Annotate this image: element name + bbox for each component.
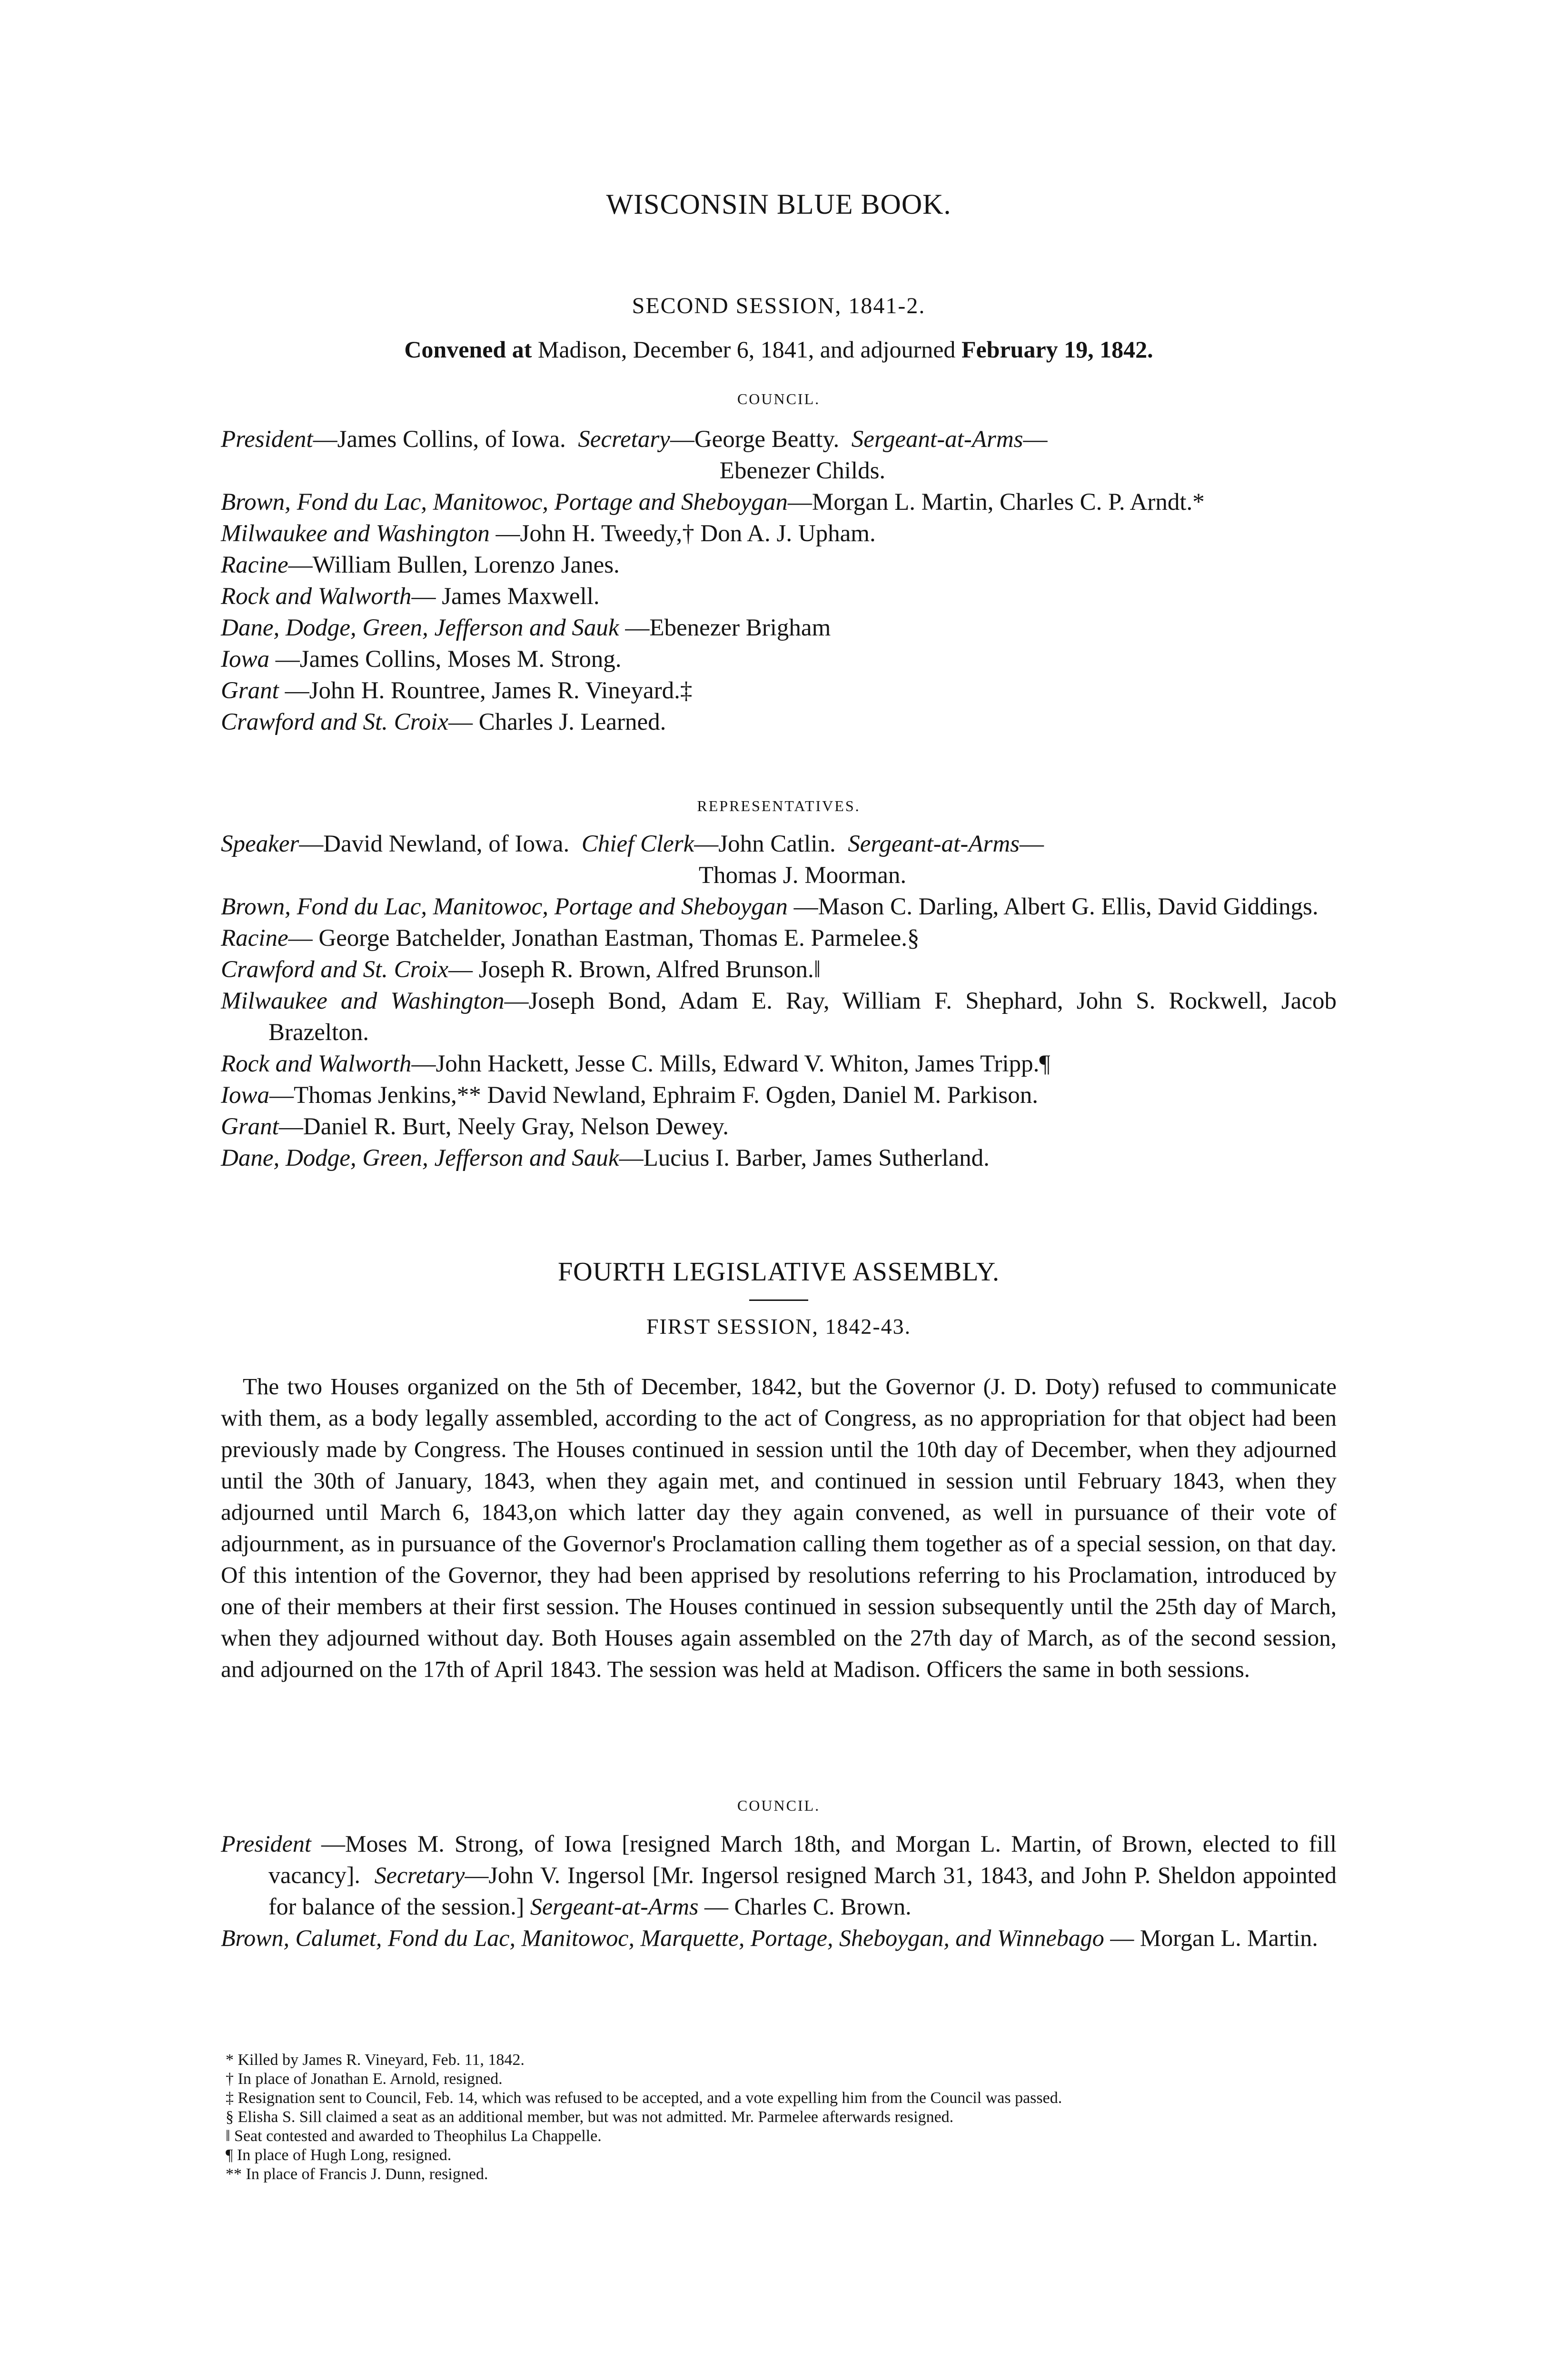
district-label: Racine: [221, 552, 288, 578]
council-list: [221, 1828, 1337, 1954]
council-list: [221, 424, 1337, 738]
footnote: ‖ Seat contested and awarded to Theophilus La Chappelle.: [226, 2127, 602, 2145]
district-members: Joseph Bond, Adam E. Ray, William F. Shephard, John S. Rockwell, Jacob Brazelton.: [268, 988, 1337, 1046]
secretary-name: John V. Ingersol [Mr. Ingersol resigned March 31, 1843, and John P. Sheldon appointed for balance of the session.]: [268, 1862, 1337, 1920]
representatives-heading: REPRESENTATIVES.: [697, 797, 861, 814]
district-label: Brown, Fond du Lac, Manitowoc, Portage and Sheboygan: [221, 893, 788, 920]
council-officers: President—James Collins, of Iowa. Secretary—George Beatty. Sergeant-at-Arms— Ebenezer Childs.: [221, 424, 1337, 486]
session-narrative: The two Houses organized on the 5th of December, 1842, but the Governor (J. D. Doty) refused to communicate with them, as a body legally assembled, according to the act of Congress, as no appropriation for that object had been previously made by Congress. The Houses continued in session until the 10th day of December, when they adjourned until the 30th of January, 1843, when they again met, and continued in session until February 1843, when they adjourned until March 6, 1843,on which latter day they again convened, as well in pursuance of their vote of adjournment, as in pursuance of the Governor's Proclamation calling them together as of a special session, on that day. Of this intention of the Governor, they had been apprised by resolutions referring to his Proclamation, introduced by one of their members at their first session. The Houses continued in session subsequently until the 25th day of March, when they adjourned without day. Both Houses again assembled on the 27th day of March, as of the second session, and adjourned on the 17th of April 1843. The session was held at Madison. Officers the same in both sessions.: [221, 1373, 1337, 1682]
district-label: Grant: [221, 677, 279, 704]
council-heading: COUNCIL.: [737, 1797, 821, 1814]
district-label: Dane, Dodge, Green, Jefferson and Sauk: [221, 1145, 619, 1171]
president-label: President: [221, 426, 313, 453]
district-label: Rock and Walworth: [221, 1051, 412, 1077]
district-members: Morgan L. Martin, Charles C. P. Arndt.*: [812, 489, 1205, 516]
sergeant-label: Sergeant-at-Arms: [851, 426, 1023, 453]
document-page: [221, 0, 1337, 2380]
footnote: ¶ In place of Hugh Long, resigned.: [226, 2146, 452, 2164]
district-entry: Brown, Fond du Lac, Manitowoc, Portage and Sheboygan —Mason C. Darling, Albert G. Ellis, David Giddings.: [221, 893, 1318, 920]
convened-line: [221, 336, 1337, 363]
sergeant-name: Charles C. Brown.: [734, 1893, 912, 1920]
district-entry: Iowa—Thomas Jenkins,** David Newland, Ephraim F. Ogden, Daniel M. Parkison.: [221, 1082, 1038, 1109]
district-entry: Racine— George Batchelder, Jonathan Eastman, Thomas E. Parmelee.§: [221, 925, 920, 952]
session-heading: SECOND SESSION, 1841-2.: [632, 293, 926, 318]
footnote: ‡ Resignation sent to Council, Feb. 14, which was refused to be accepted, and a vote expelling him from the Council was passed.: [226, 2089, 1062, 2107]
speaker-label: Speaker: [221, 831, 299, 857]
district-members: John H. Rountree, James R. Vineyard.‡: [309, 677, 693, 704]
district-label: Milwaukee and Washington: [221, 988, 505, 1014]
district-members: Thomas Jenkins,** David Newland, Ephraim F. Ogden, Daniel M. Parkison.: [294, 1082, 1038, 1109]
district-entry: Grant—Daniel R. Burt, Neely Gray, Nelson Dewey.: [221, 1113, 729, 1140]
district-entry: Dane, Dodge, Green, Jefferson and Sauk—Lucius I. Barber, James Sutherland.: [221, 1145, 990, 1171]
district-label: Milwaukee and Washington: [221, 520, 490, 547]
district-members: Daniel R. Burt, Neely Gray, Nelson Dewey.: [303, 1113, 729, 1140]
district-members: John Hackett, Jesse C. Mills, Edward V. Whiton, James Tripp.¶: [436, 1051, 1050, 1077]
district-members: Lucius I. Barber, James Sutherland.: [643, 1145, 990, 1171]
district-members: William Bullen, Lorenzo Janes.: [312, 552, 620, 578]
footnotes: [221, 2051, 1337, 2184]
district-entry: Brown, Calumet, Fond du Lac, Manitowoc, Marquette, Portage, Sheboygan, and Winnebago — Morgan L. Martin.: [221, 1924, 1318, 1951]
convened-date: February 19, 1842.: [961, 336, 1153, 363]
district-label: Iowa: [221, 646, 269, 673]
district-members: Joseph R. Brown, Alfred Brunson.‖: [478, 956, 821, 983]
district-members: Mason C. Darling, Albert G. Ellis, David Giddings.: [818, 893, 1318, 920]
district-entry: Rock and Walworth— James Maxwell.: [221, 583, 600, 610]
president-label: President: [221, 1830, 311, 1857]
district-members: James Maxwell.: [442, 583, 600, 610]
district-entry: Rock and Walworth—John Hackett, Jesse C. Mills, Edward V. Whiton, James Tripp.¶: [221, 1051, 1050, 1077]
district-label: Crawford and St. Croix: [221, 956, 448, 983]
district-entry: Dane, Dodge, Green, Jefferson and Sauk —Ebenezer Brigham: [221, 615, 831, 641]
footnote: ** In place of Francis J. Dunn, resigned.: [226, 2165, 488, 2183]
district-members: George Batchelder, Jonathan Eastman, Thomas E. Parmelee.§: [318, 925, 920, 952]
sergeant-label: Sergeant-at-Arms: [530, 1893, 699, 1920]
district-label: Dane, Dodge, Green, Jefferson and Sauk: [221, 615, 619, 641]
district-label: Rock and Walworth: [221, 583, 412, 610]
sergeant-label: Sergeant-at-Arms: [848, 831, 1020, 857]
footnote: † In place of Jonathan E. Arnold, resigned.: [226, 2070, 503, 2088]
sergeant-name: Ebenezer Childs.: [719, 457, 886, 484]
district-members: John H. Tweedy,† Don A. J. Upham.: [520, 520, 876, 547]
session-heading: FIRST SESSION, 1842-43.: [646, 1314, 912, 1339]
district-label: Iowa: [221, 1082, 269, 1109]
assembly-heading: FOURTH LEGISLATIVE ASSEMBLY.: [557, 1257, 1000, 1287]
president-name: Moses M. Strong, of Iowa [resigned March 18th, and Morgan L. Martin, of Brown, elected to fill vacancy].: [268, 1830, 1337, 1888]
president-name: James Collins, of Iowa.: [337, 426, 566, 453]
district-label: Brown, Calumet, Fond du Lac, Manitowoc, Marquette, Portage, Sheboygan, and Winnebago: [221, 1924, 1104, 1951]
page-title: WISCONSIN BLUE BOOK.: [606, 188, 951, 220]
convened-prefix: Convened at: [404, 336, 532, 363]
footnote: § Elisha S. Sill claimed a seat as an additional member, but was not admitted. Mr. Parmelee afterwards resigned.: [226, 2108, 954, 2126]
council-heading: COUNCIL.: [737, 390, 821, 407]
district-entry: Crawford and St. Croix— Charles J. Learned.: [221, 709, 666, 735]
district-entry: Milwaukee and Washington—Joseph Bond, Adam E. Ray, William F. Shephard, John S. Rockwell, Jacob Brazelton.: [221, 988, 1337, 1046]
district-entry: Crawford and St. Croix— Joseph R. Brown, Alfred Brunson.‖: [221, 956, 821, 983]
assembly-officers: Speaker—David Newland, of Iowa. Chief Clerk—John Catlin. Sergeant-at-Arms— Thomas J. Moorman.: [221, 828, 1337, 891]
speaker-name: David Newland, of Iowa.: [323, 831, 570, 857]
heading-rule: [749, 1299, 808, 1301]
district-members: Ebenezer Brigham: [649, 615, 831, 641]
district-entry: Milwaukee and Washington —John H. Tweedy,† Don A. J. Upham.: [221, 520, 876, 547]
district-members: Morgan L. Martin.: [1140, 1924, 1318, 1951]
footnote: * Killed by James R. Vineyard, Feb. 11, 1842.: [226, 2051, 525, 2069]
secretary-label: Secretary: [374, 1862, 465, 1888]
district-label: Crawford and St. Croix: [221, 709, 448, 735]
district-label: Brown, Fond du Lac, Manitowoc, Portage and Sheboygan: [221, 489, 788, 516]
district-entry: Racine—William Bullen, Lorenzo Janes.: [221, 552, 620, 578]
district-members: Charles J. Learned.: [478, 709, 666, 735]
district-entry: Iowa —James Collins, Moses M. Strong.: [221, 646, 622, 673]
district-label: Racine: [221, 925, 288, 952]
district-label: Grant: [221, 1113, 279, 1140]
secretary-label: Secretary: [578, 426, 670, 453]
council-officers: President —Moses M. Strong, of Iowa [resigned March 18th, and Morgan L. Martin, of Brown, elected to fill vacancy]. Secretary—John V. Ingersol [Mr. Ingersol resigned March 31, 1843, and John P. Sheldon appointed for balance of the session.] Sergeant-at-Arms — Charles C. Brown.: [221, 1830, 1337, 1920]
clerk-name: John Catlin.: [718, 831, 836, 857]
convened-middle: Madison, December 6, 1841, and adjourned: [532, 336, 961, 363]
district-entry: Grant —John H. Rountree, James R. Vineyard.‡: [221, 677, 693, 704]
secretary-name: George Beatty.: [694, 426, 840, 453]
clerk-label: Chief Clerk: [581, 831, 694, 857]
sergeant-name: Thomas J. Moorman.: [698, 862, 907, 889]
district-entry: Brown, Fond du Lac, Manitowoc, Portage and Sheboygan—Morgan L. Martin, Charles C. P. Arndt.*: [221, 489, 1205, 516]
representatives-list: [221, 828, 1337, 1174]
district-members: James Collins, Moses M. Strong.: [299, 646, 622, 673]
